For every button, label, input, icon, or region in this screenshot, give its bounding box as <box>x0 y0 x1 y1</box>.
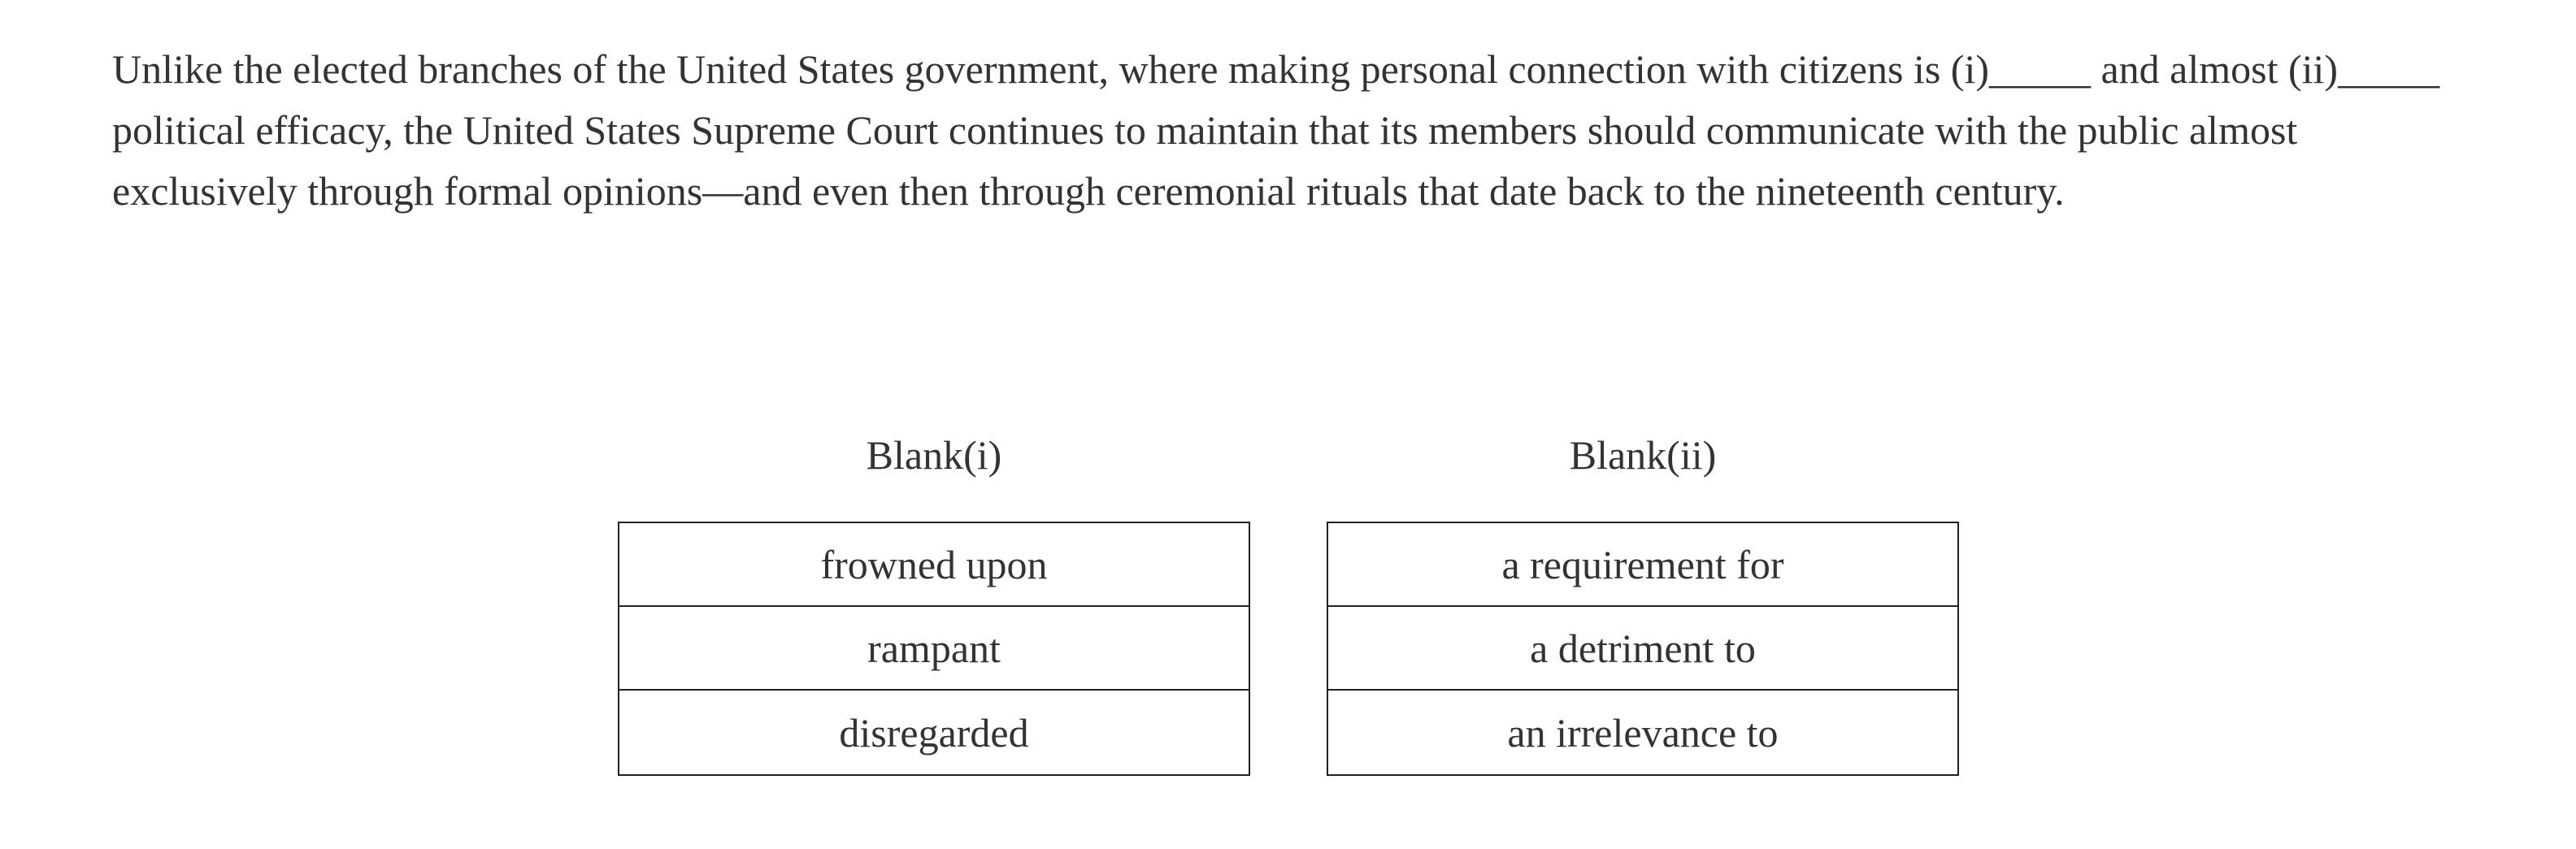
question-passage: Unlike the elected branches of the United States government, where making personal connection with citizens is (i)_____ and almost (ii)_____ political efficacy, the United States Supreme Court continues to maintain that its members should communicate with the public almost exclusively through formal opinions—and even then through ceremonial rituals that date back to the nineteenth century. <box>112 46 2440 214</box>
blank-i-header: Blank(i) <box>866 432 1002 478</box>
blank-ii-header: Blank(ii) <box>1569 432 1717 478</box>
blank-ii-column <box>1327 422 1959 776</box>
blank-ii-choices <box>1327 522 1959 776</box>
blank-ii-option-requirement[interactable]: a requirement for <box>1328 523 1957 607</box>
blank-i-choices <box>618 522 1250 776</box>
blank-ii-option-irrelevance[interactable]: an irrelevance to <box>1507 709 1779 756</box>
blank-i-option-disregarded[interactable]: disregarded <box>839 709 1029 756</box>
blank-i-option-frowned-upon[interactable]: frowned upon <box>619 523 1249 607</box>
blank-ii-option-detriment[interactable]: a detriment to <box>1328 607 1957 691</box>
blank-i-option-rampant[interactable]: rampant <box>619 607 1249 691</box>
blank-i-column <box>618 422 1250 776</box>
answer-blanks <box>0 422 2576 812</box>
